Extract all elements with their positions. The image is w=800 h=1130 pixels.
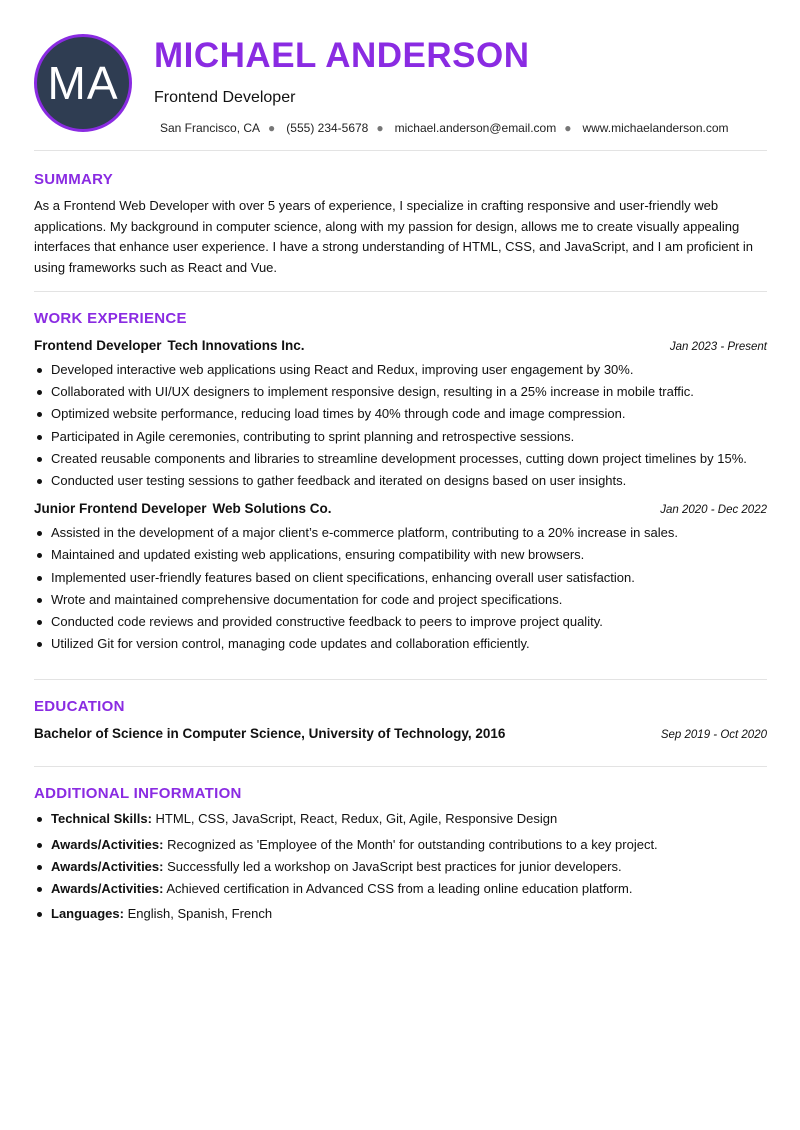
- resume-header: [34, 34, 767, 138]
- job-company: Tech Innovations Inc.: [167, 338, 305, 353]
- item-label: Awards/Activities:: [51, 858, 164, 874]
- additional-section: [34, 767, 767, 925]
- list-item: Utilized Git for version control, managing code updates and collaboration efficiently.: [34, 633, 767, 655]
- list-item: Created reusable components and libraries to streamline development processes, cutting down project timelines by 15%.: [34, 448, 767, 470]
- section-title-summary: SUMMARY: [34, 171, 114, 188]
- item-label: Technical Skills:: [51, 811, 152, 827]
- experience-section: [34, 292, 767, 655]
- resume-page: [34, 34, 767, 925]
- contact-phone: (555) 234-5678: [286, 121, 369, 135]
- item-label: Languages:: [51, 906, 124, 922]
- job-title: Frontend Developer: [34, 338, 162, 353]
- job-bullets: [34, 359, 767, 492]
- job-title-line: [34, 338, 305, 353]
- item-text: English, Spanish, French: [127, 906, 273, 922]
- candidate-name: MICHAEL ANDERSON: [154, 36, 530, 75]
- list-item: Assisted in the development of a major client’s e-commerce platform, contributing to a 20% increase in sales.: [34, 522, 767, 544]
- item-text: Recognized as 'Employee of the Month' for outstanding contributions to a key project.: [167, 836, 658, 852]
- job-bullets: [34, 522, 767, 655]
- list-item: Collaborated with UI/UX designers to implement responsive design, resulting in a 25% increase in mobile traffic.: [34, 381, 767, 403]
- job-dates: Jan 2020 - Dec 2022: [660, 504, 767, 517]
- contact-email[interactable]: michael.anderson@email.com: [394, 121, 557, 135]
- additional-list: [34, 808, 767, 925]
- list-item: Conducted code reviews and provided constructive feedback to peers to improve project quality.: [34, 611, 767, 633]
- separator-dot-icon: ●: [268, 121, 276, 135]
- list-item: [34, 856, 767, 878]
- list-item: [34, 878, 767, 900]
- summary-text: As a Frontend Web Developer with over 5 years of experience, I specialize in crafting responsive and user-friendly web applications. My background in computer science, along with my passion for design, allows me to create visually appealing interfaces that enhance user experience. I have a strong understanding of HTML, CSS, and JavaScript, and I am proficient in using frameworks such as React and Vue.: [34, 198, 754, 275]
- separator-dot-icon: ●: [564, 121, 572, 135]
- item-label: Awards/Activities:: [51, 881, 164, 897]
- list-item: [34, 808, 767, 830]
- education-dates: Sep 2019 - Oct 2020: [660, 729, 767, 742]
- job-header: [34, 501, 767, 516]
- contact-info: [160, 121, 729, 135]
- job-dates: Jan 2023 - Present: [669, 341, 767, 353]
- education-entry: [34, 726, 767, 741]
- list-item: Developed interactive web applications using React and Redux, improving user engagement by 30%.: [34, 359, 767, 381]
- education-section: [34, 680, 767, 741]
- section-title-experience: WORK EXPERIENCE: [34, 310, 187, 327]
- education-degree: Bachelor of Science in Computer Science, University of Technology, 2016: [34, 726, 506, 742]
- item-text: HTML, CSS, JavaScript, React, Redux, Git, Agile, Responsive Design: [155, 811, 558, 827]
- section-title-education: EDUCATION: [34, 698, 125, 716]
- section-title-additional: ADDITIONAL INFORMATION: [34, 785, 242, 803]
- job-title-line: [34, 501, 332, 516]
- list-item: Participated in Agile ceremonies, contributing to sprint planning and retrospective sessions.: [34, 426, 767, 448]
- list-item: Maintained and updated existing web applications, ensuring compatibility with new browsers.: [34, 544, 767, 566]
- item-text: Successfully led a workshop on JavaScript best practices for junior developers.: [167, 858, 622, 874]
- separator-dot-icon: ●: [376, 121, 384, 135]
- candidate-role: Frontend Developer: [154, 89, 296, 106]
- list-item: Implemented user-friendly features based on client specifications, enhancing overall user satisfaction.: [34, 567, 767, 589]
- job-entry: [34, 338, 767, 492]
- list-item: Wrote and maintained comprehensive documentation for code and project specifications.: [34, 589, 767, 611]
- job-entry: [34, 501, 767, 655]
- contact-location: San Francisco, CA: [160, 121, 261, 135]
- summary-section: [34, 151, 767, 278]
- contact-website[interactable]: www.michaelanderson.com: [582, 121, 729, 135]
- item-text: Achieved certification in Advanced CSS from a leading online education platform.: [166, 881, 633, 897]
- list-item: Conducted user testing sessions to gather feedback and iterated on designs based on user insights.: [34, 470, 767, 492]
- list-item: [34, 834, 767, 856]
- avatar-initials: MA: [47, 57, 119, 109]
- list-item: [34, 903, 767, 925]
- job-title: Junior Frontend Developer: [34, 501, 207, 517]
- item-label: Awards/Activities:: [51, 836, 164, 852]
- job-header: [34, 338, 767, 353]
- avatar: [34, 34, 132, 132]
- job-company: Web Solutions Co.: [212, 501, 332, 517]
- list-item: Optimized website performance, reducing load times by 40% through code and image compression.: [34, 403, 767, 425]
